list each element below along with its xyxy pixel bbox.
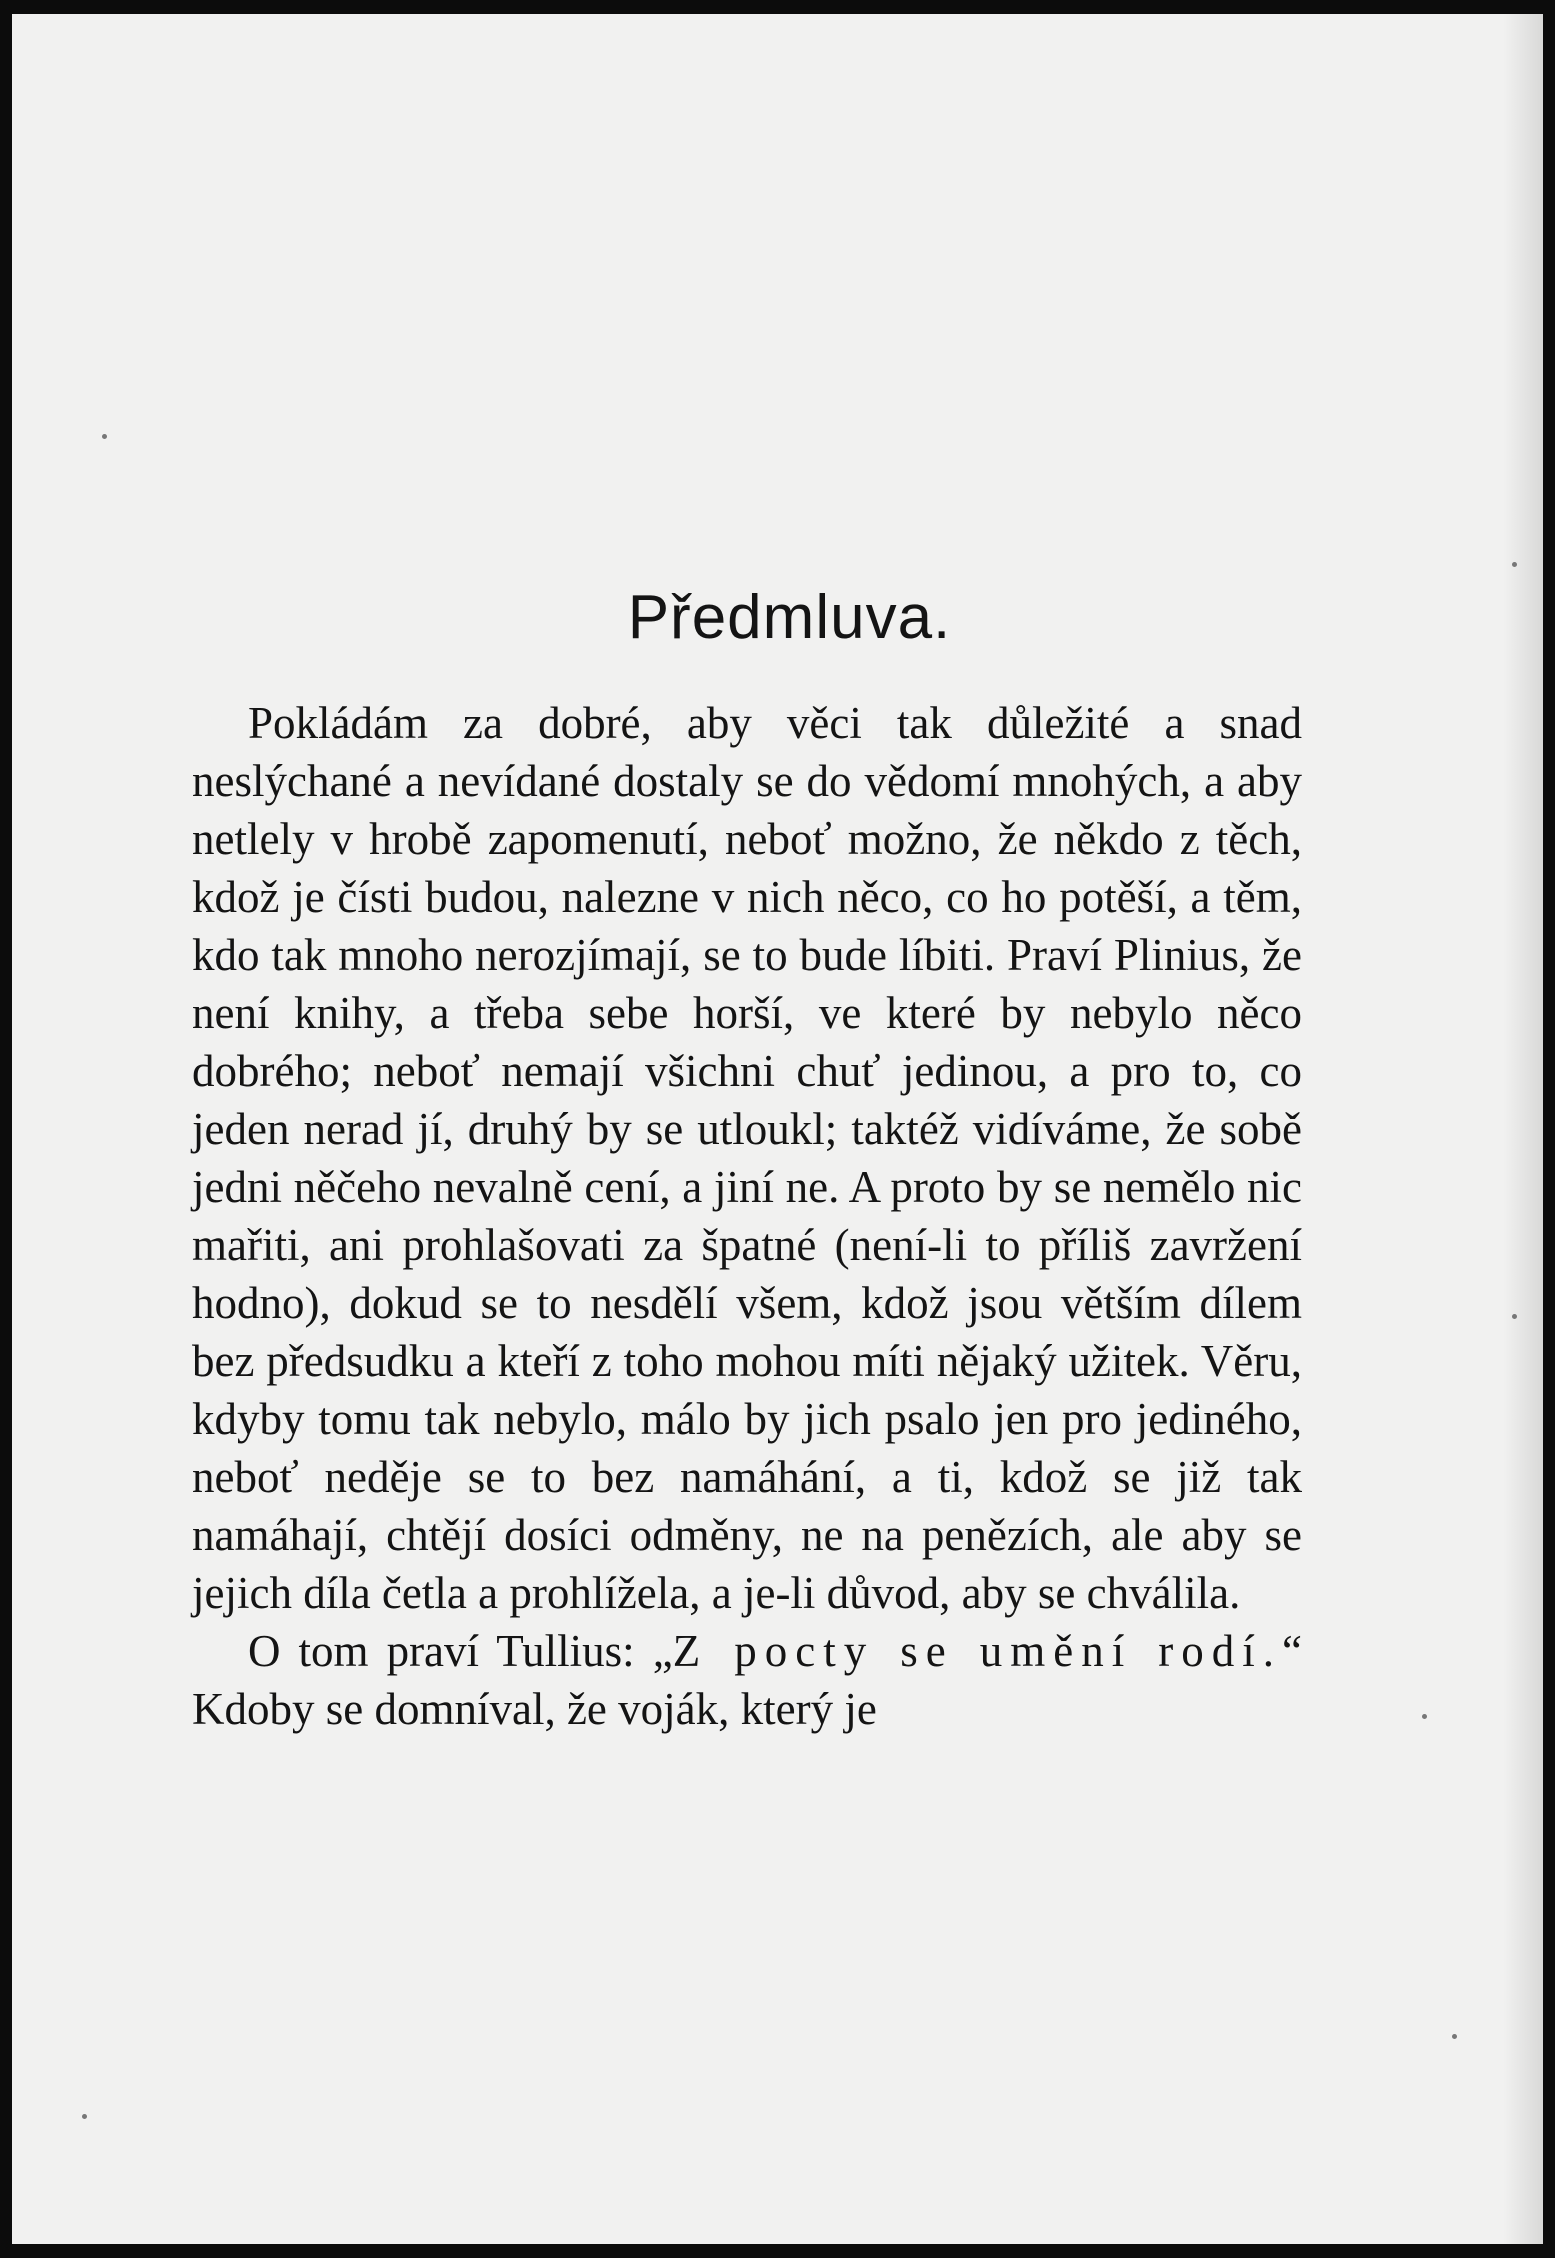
paragraph-2-intro: O tom praví Tullius: „ [248, 1626, 673, 1676]
paragraph-2-continuation: “ Kdoby se domníval, že voják, který je [192, 1626, 1302, 1734]
print-speck [1452, 2034, 1457, 2039]
print-speck [102, 434, 107, 439]
print-speck [82, 2114, 87, 2119]
print-speck [1422, 1714, 1427, 1719]
paragraph-2 [192, 1622, 1302, 1738]
page-title: Předmluva. [627, 583, 952, 652]
body-text [192, 694, 1302, 1738]
spaced-quote: Z pocty se umění rodí. [672, 1626, 1283, 1676]
paragraph-1: Pokládám za dobré, aby věci tak důležité a snad neslýchané a nevídané dostaly se do vědomí mnohých, a aby netlely v hrobě zapomenutí, neboť možno, že někdo z těch, kdož je čísti budou, nalezne v nich něco, co ho potěší, a těm, kdo tak mnoho nerozjímají, se to bude líbiti. Praví Plinius, že není knihy, a třeba sebe horší, ve které by nebylo něco dobrého; neboť nemají všichni chuť jedinou, a pro to, co jeden nerad jí, druhý by se utloukl; taktéž vidíváme, že sobě jedni něčeho nevalně cení, a jiní ne. A proto by se nemělo nic mařiti, ani prohlašovati za špatné (není-li to příliš zavržení hodno), dokud se to nesdělí všem, kdož jsou větším dílem bez předsudku a kteří z toho mohou míti nějaký užitek. Věru, kdyby tomu tak nebylo, málo by jich psalo jen pro jediného, neboť neděje se to bez namáhání, a ti, kdož se již tak namáhají, chtějí dosíci odměny, ne na penězích, ale aby se jejich díla četla a prohlížela, a je-li důvod, aby se chválila. [192, 698, 1302, 1618]
print-speck [1512, 562, 1517, 567]
print-speck [1512, 1314, 1517, 1319]
page-edge-shadow [1503, 14, 1543, 2244]
